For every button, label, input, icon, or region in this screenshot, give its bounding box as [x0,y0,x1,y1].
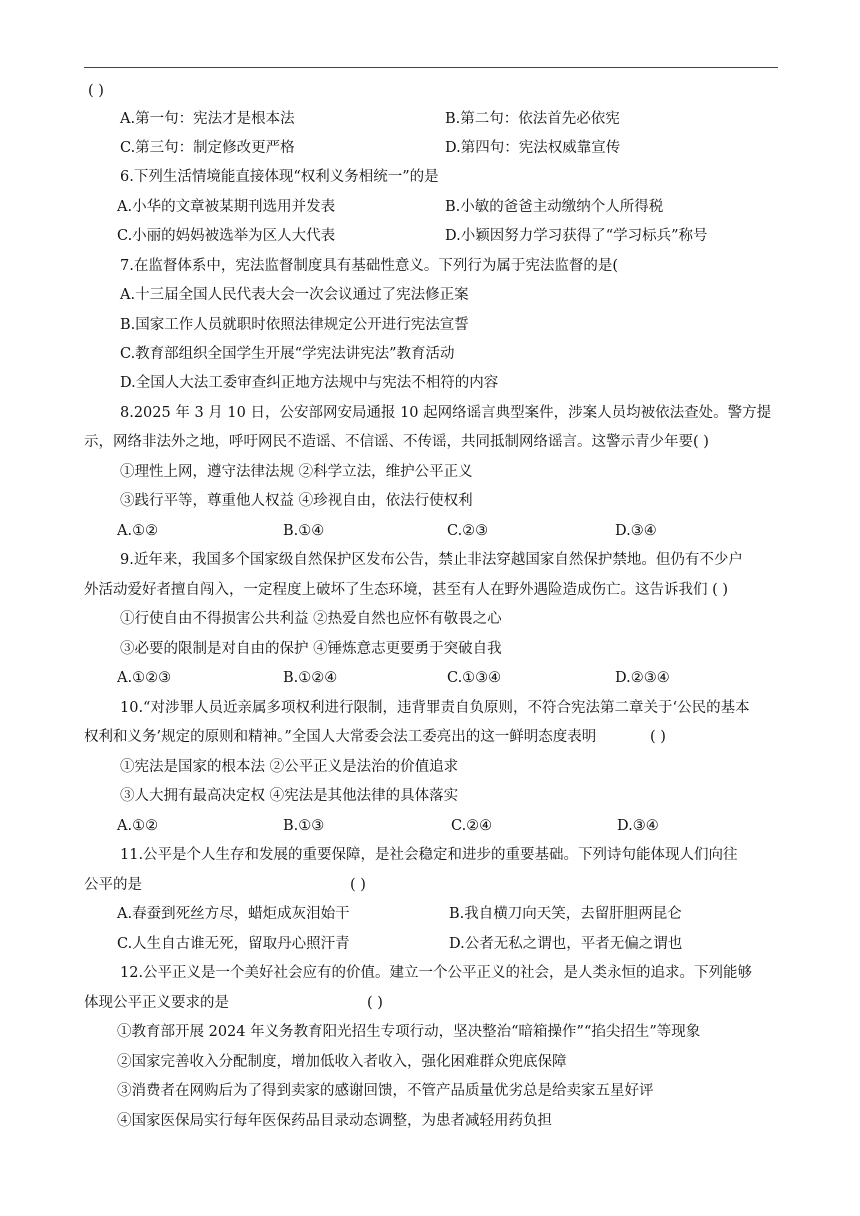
q8-option-d: D.③④ [615,523,657,539]
q10-stem-line2: 权利和义务’规定的原则和精神。”全国人大常委会法工委亮出的这一鲜明态度表明 [84,729,597,745]
q8-option-b: B.①④ [283,523,325,539]
q9-stem-line2: 外活动爱好者擅自闯入，一定程度上破坏了生态环境，甚至有人在野外遇险造成伤亡。这告诉我们 ( ) [84,582,729,598]
q12-stem-line2: 体现公平正义要求的是 [84,995,229,1011]
q9-option-a: A.①②③ [117,670,172,686]
q12-statement-3: ③消费者在网购后为了得到卖家的感谢回馈，不管产品质量优劣总是给卖家五星好评 [117,1083,654,1099]
q12-stem-line1: 12.公平正义是一个美好社会应有的价值。建立一个公平正义的社会，是人类永恒的追求。下列能够 [120,965,753,981]
q10-option-c: C.②④ [451,818,493,834]
q5-option-c: C.第三句：制定修改更严格 [120,140,295,156]
q10-option-d: D.③④ [617,818,659,834]
q10-statements-2: ③人大拥有最高决定权 ④宪法是其他法律的具体落实 [120,788,459,804]
q7-stem: 7.在监督体系中，宪法监督制度具有基础性意义。下列行为属于宪法监督的是( [120,258,618,274]
q11-option-d: D.公者无私之谓也，平者无偏之谓也 [449,936,683,952]
q10-option-b: B.①③ [283,818,325,834]
q7-option-d: D.全国人大法工委审查纠正地方法规中与宪法不相符的内容 [120,375,499,391]
q6-option-a: A.小华的文章被某期刊选用并发表 [117,199,336,215]
q9-option-b: B.①②④ [283,670,338,686]
q11-paren: ( ) [350,877,366,893]
q10-statements-1: ①宪法是国家的根本法 ②公平正义是法治的价值追求 [120,759,459,775]
q7-option-c: C.教育部组织全国学生开展“学宪法讲宪法”教育活动 [120,346,455,362]
q7-option-a: A.十三届全国人民代表大会一次会议通过了宪法修正案 [120,287,469,303]
q9-statements-2: ③必要的限制是对自由的保护 ④锤炼意志更要勇于突破自我 [120,641,502,657]
q11-stem-line1: 11.公平是个人生存和发展的重要保障，是社会稳定和进步的重要基础。下列诗句能体现人们向往 [120,847,738,863]
q5-option-a: A.第一句：宪法才是根本法 [120,111,295,127]
q9-option-d: D.②③④ [615,670,670,686]
q6-option-d: D.小颖因努力学习获得了“学习标兵”称号 [445,228,708,244]
q6-stem: 6.下列生活情境能直接体现“权利义务相统一”的是 [120,169,439,185]
q8-stem-line1: 8.2025 年 3 月 10 日，公安部网安局通报 10 起网络谣言典型案件，涉案人员均被依法查处。警方提 [120,405,772,421]
q8-option-c: C.②③ [447,523,489,539]
q5-paren: ( ) [88,83,104,99]
header-rule [84,67,778,68]
q6-option-c: C.小丽的妈妈被选举为区人大代表 [117,228,336,244]
q11-option-c: C.人生自古谁无死，留取丹心照汗青 [117,936,350,952]
q11-option-a: A.春蚕到死丝方尽，蜡炬成灰泪始干 [117,906,350,922]
q8-stem-line2: 示，网络非法外之地，呼吁网民不造谣、不信谣、不传谣，共同抵制网络谣言。这警示青少年要( ) [84,434,709,450]
q5-option-b: B.第二句：依法首先必依宪 [445,111,620,127]
q12-statement-4: ④国家医保局实行每年医保药品目录动态调整，为患者减轻用药负担 [117,1113,552,1129]
q7-option-b: B.国家工作人员就职时依照法律规定公开进行宪法宣誓 [120,317,469,333]
q5-option-d: D.第四句：宪法权威靠宣传 [445,140,621,156]
q10-stem-line1: 10.“对涉罪人员近亲属多项权利进行限制，违背罪责自负原则，不符合宪法第二章关于‘公民的基本 [120,700,750,716]
q11-option-b: B.我自横刀向天笑，去留肝胆两昆仑 [449,906,682,922]
q12-paren: ( ) [367,995,383,1011]
q12-statement-2: ②国家完善收入分配制度，增加低收入者收入，强化困难群众兜底保障 [117,1054,567,1070]
q8-statements-1: ①理性上网，遵守法律法规 ②科学立法，维护公平正义 [120,464,473,480]
q9-stem-line1: 9.近年来，我国多个国家级自然保护区发布公告，禁止非法穿越国家自然保护禁地。但仍有不少户 [120,552,743,568]
q8-statements-2: ③践行平等，尊重他人权益 ④珍视自由，依法行使权利 [120,493,473,509]
q6-option-b: B.小敏的爸爸主动缴纳个人所得税 [445,199,664,215]
q8-option-a: A.①② [117,523,159,539]
q11-stem-line2: 公平的是 [84,877,142,893]
q9-option-c: C.①③④ [447,670,502,686]
q9-statements-1: ①行使自由不得损害公共利益 ②热爱自然也应怀有敬畏之心 [120,611,502,627]
q10-option-a: A.①② [117,818,159,834]
q10-paren: ( ) [650,729,666,745]
q12-statement-1: ①教育部开展 2024 年义务教育阳光招生专项行动，坚决整治“暗箱操作”“掐尖招生”等现象 [117,1024,701,1040]
